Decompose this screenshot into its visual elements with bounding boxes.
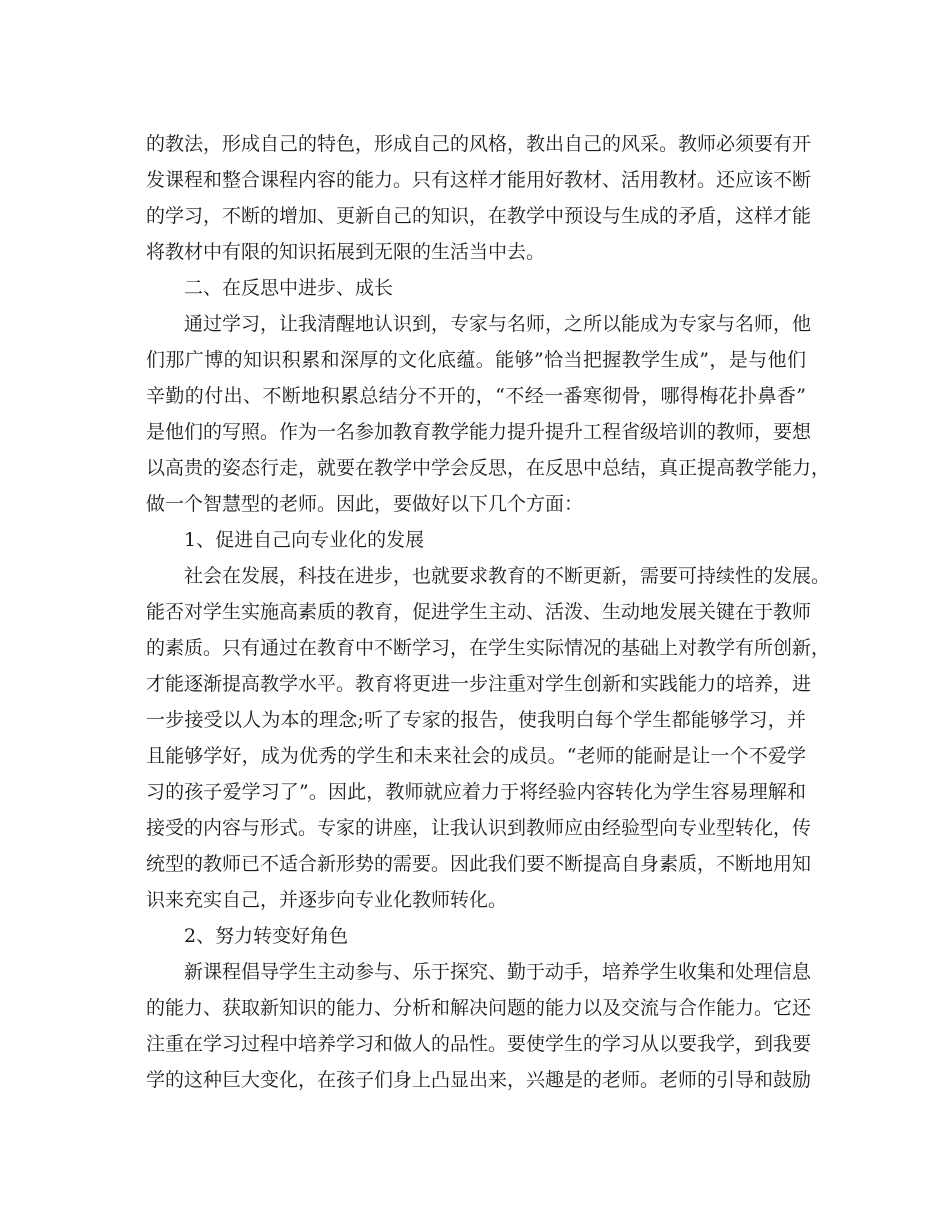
section-heading: 二、在反思中进步、成长 [184, 277, 394, 299]
text-line: 的学习，不断的增加、更新自己的知识，在教学中预设与生成的矛盾，这样才能 [146, 205, 812, 227]
text-line: 接受的内容与形式。专家的讲座，让我认识到教师应由经验型向专业型转化，传 [146, 817, 812, 839]
text-line: 一步接受以人为本的理念;听了专家的报告，使我明白每个学生都能够学习，并 [146, 709, 806, 731]
text-line: 的能力、获取新知识的能力、分析和解决问题的能力以及交流与合作能力。它还 [146, 997, 812, 1019]
text-line: 学的这种巨大变化，在孩子们身上凸显出来，兴趣是的老师。老师的引导和鼓励 [146, 1069, 812, 1091]
text-line: 能否对学生实施高素质的教育，促进学生主动、活泼、生动地发展关键在于教师 [146, 601, 812, 623]
text-line: 注重在学习过程中培养学习和做人的品性。要使学生的学习从以要我学，到我要 [146, 1033, 812, 1055]
text-line: 才能逐渐提高教学水平。教育将更进一步注重对学生创新和实践能力的培养，进 [146, 673, 812, 695]
text-line: 的教法，形成自己的特色，形成自己的风格，教出自己的风采。教师必须要有开 [146, 133, 812, 155]
text-line: 通过学习，让我清醒地认识到，专家与名师，之所以能成为专家与名师，他 [184, 313, 812, 335]
text-line: 习的孩子爱学习了”。因此，教师就应着力于将经验内容转化为学生容易理解和 [146, 781, 806, 803]
text-line: 辛勤的付出、不断地积累总结分不开的，“不经一番寒彻骨，哪得梅花扑鼻香” [146, 385, 806, 407]
text-line: 是他们的写照。作为一名参加教育教学能力提升提升工程省级培训的教师，要想 [146, 421, 812, 443]
text-line: 发课程和整合课程内容的能力。只有这样才能用好教材、活用教材。还应该不断 [146, 169, 812, 191]
text-line: 将教材中有限的知识拓展到无限的生活当中去。 [146, 241, 546, 263]
text-line: 的素质。只有通过在教育中不断学习，在学生实际情况的基础上对教学有所创新， [146, 637, 831, 659]
body-text [146, 126, 831, 1098]
text-line: 新课程倡导学生主动参与、乐于探究、勤于动手，培养学生收集和处理信息 [184, 961, 812, 983]
subsection-heading: 2、努力转变好角色 [184, 925, 349, 947]
text-line: 识来充实自己，并逐步向专业化教师转化。 [146, 889, 508, 911]
text-line: 统型的教师已不适合新形势的需要。因此我们要不断提高自身素质，不断地用知 [146, 853, 812, 875]
text-line: 社会在发展，科技在进步，也就要求教育的不断更新，需要可持续性的发展。 [184, 565, 831, 587]
text-line: 做一个智慧型的老师。因此，要做好以下几个方面： [146, 493, 584, 515]
text-line: 且能够学好，成为优秀的学生和未来社会的成员。“老师的能耐是让一个不爱学 [146, 745, 806, 767]
text-line: 们那广博的知识积累和深厚的文化底蕴。能够”恰当把握教学生成”，是与他们 [146, 349, 806, 371]
subsection-heading: 1、促进自己向专业化的发展 [184, 529, 425, 551]
text-line: 以高贵的姿态行走，就要在教学中学会反思，在反思中总结，真正提高教学能力， [146, 457, 831, 479]
